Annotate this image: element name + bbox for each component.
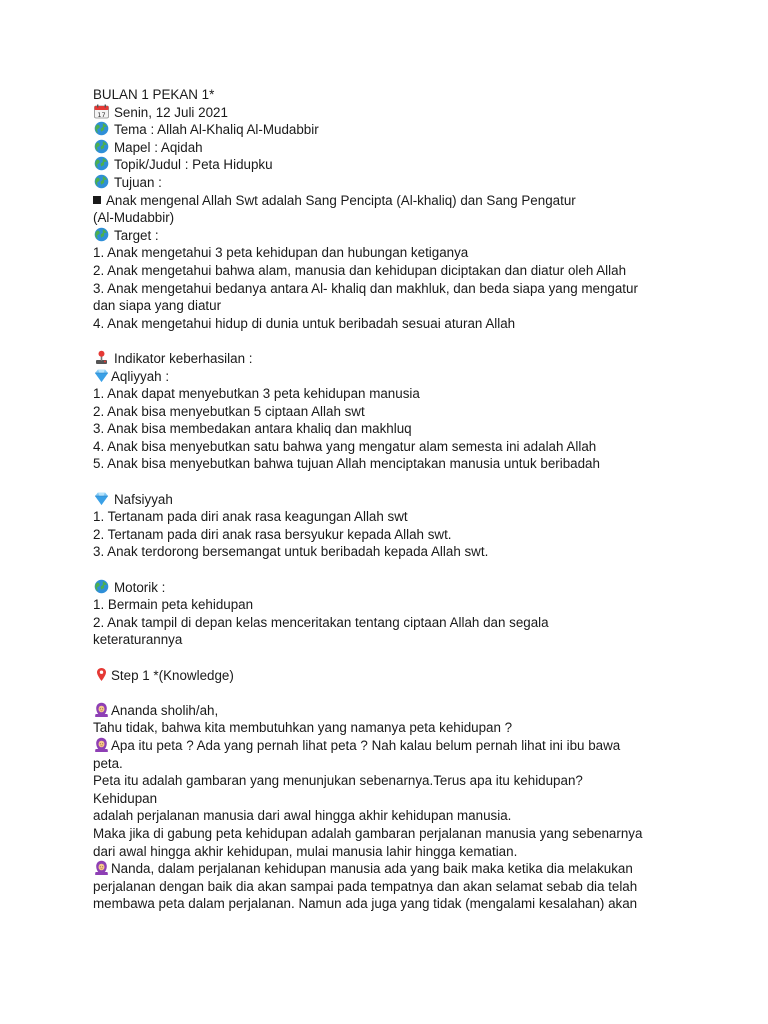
topik-text: Topik/Judul : Peta Hidupku — [114, 157, 273, 173]
p4-text-b: Kehidupan — [93, 790, 158, 806]
spacer — [93, 332, 693, 350]
spacer — [93, 561, 693, 579]
tujuan-text-line — [93, 192, 693, 210]
topik-line — [93, 156, 693, 174]
tema-text: Tema : Allah Al-Khaliq Al-Mudabbir — [114, 122, 319, 138]
nafsiyyah-item-3: 3. Anak terdorong bersemangat untuk beribadah kepada Allah swt. — [93, 544, 489, 560]
woman-headscarf-icon — [93, 860, 110, 875]
nafsiyyah-item-2: 2. Tertanam pada diri anak rasa bersyukur kepada Allah swt. — [93, 526, 452, 542]
target-item-4: 4. Anak mengetahui hidup di dunia untuk beribadah sesuai aturan Allah — [93, 315, 516, 331]
target-item-2: 2. Anak mengetahui bahwa alam, manusia dan kehidupan diciptakan dan diatur oleh Allah — [93, 262, 627, 278]
step1-line — [93, 667, 693, 685]
p7-line — [93, 860, 693, 878]
indikator-label: Indikator keberhasilan : — [114, 350, 253, 366]
nafsiyyah-line — [93, 491, 693, 509]
p4-text-a: Peta itu adalah gambaran yang menunjukan sebenarnya.Terus apa itu kehidupan? — [93, 773, 583, 789]
woman-headscarf-icon — [93, 702, 110, 717]
tujuan-text-2: (Al-Mudabbir) — [93, 210, 175, 226]
spacer — [93, 684, 693, 702]
p7-text-a: Nanda, dalam perjalanan kehidupan manusia ada yang baik maka ketika dia melakukan — [111, 861, 633, 877]
tujuan-line — [93, 174, 693, 192]
tujuan-label: Tujuan : — [114, 174, 162, 190]
p6-text-b: dari awal hingga akhir kehidupan, mulai manusia lahir hingga kematian. — [93, 843, 518, 859]
svg-text:17: 17 — [97, 110, 106, 119]
p1-line — [93, 702, 693, 720]
p6-text-a: Maka jika di gabung peta kehidupan adalah gambaran perjalanan manusia yang sebenarnya — [93, 825, 643, 841]
aqliyyah-line — [93, 368, 693, 386]
p7-text-c: membawa peta dalam perjalanan. Namun ada juga yang tidak (mengalami kesalahan) akan — [93, 896, 638, 912]
aqliyyah-item-1: 1. Anak dapat menyebutkan 3 peta kehidupan manusia — [93, 386, 420, 402]
globe-icon — [93, 139, 110, 154]
spacer — [93, 649, 693, 667]
motorik-line — [93, 579, 693, 597]
aqliyyah-item-5: 5. Anak bisa menyebutkan bahwa tujuan Allah menciptakan manusia untuk beribadah — [93, 456, 600, 472]
globe-icon — [93, 174, 110, 189]
target-item-3b: dan siapa yang diatur — [93, 298, 222, 314]
target-item-3a: 3. Anak mengetahui bedanya antara Al- khaliq dan makhluk, dan beda siapa yang mengatur — [93, 280, 638, 296]
mapel-line — [93, 139, 693, 157]
mapel-text: Mapel : Aqidah — [114, 139, 203, 155]
target-item-1: 1. Anak mengetahui 3 peta kehidupan dan hubungan ketiganya — [93, 245, 469, 261]
square-bullet-icon — [93, 196, 101, 204]
motorik-item-2b: keteraturannya — [93, 632, 183, 648]
p7-text-b: perjalanan dengan baik dia akan sampai pada tempatnya dan akan selamat sebab dia telah — [93, 878, 638, 894]
target-label: Target : — [114, 227, 159, 243]
globe-icon — [93, 121, 110, 136]
joystick-icon — [93, 350, 110, 365]
pushpin-icon — [93, 667, 110, 682]
doc-header: BULAN 1 PEKAN 1* — [93, 87, 215, 102]
aqliyyah-item-4: 4. Anak bisa menyebutkan satu bahwa yang mengatur alam semesta ini adalah Allah — [93, 438, 597, 454]
globe-icon — [93, 579, 110, 594]
globe-icon — [93, 227, 110, 242]
motorik-label: Motorik : — [114, 579, 166, 595]
gem-icon — [93, 368, 110, 383]
p3-line — [93, 737, 693, 755]
p1-text: Ananda sholih/ah, — [111, 702, 219, 718]
tema-line — [93, 121, 693, 139]
spacer — [93, 473, 693, 491]
gem-icon — [93, 491, 110, 506]
nafsiyyah-item-1: 1. Tertanam pada diri anak rasa keagungan Allah swt — [93, 509, 408, 525]
motorik-item-2a: 2. Anak tampil di depan kelas menceritakan tentang ciptaan Allah dan segala — [93, 614, 549, 630]
motorik-item-1: 1. Bermain peta kehidupan — [93, 597, 254, 613]
woman-headscarf-icon — [93, 737, 110, 752]
p3-text-b: peta. — [93, 755, 123, 771]
indikator-line — [93, 350, 693, 368]
globe-icon — [93, 156, 110, 171]
date-text: Senin, 12 Juli 2021 — [114, 104, 228, 120]
date-line — [93, 104, 693, 122]
step1-text: Step 1 *(Knowledge) — [111, 667, 234, 683]
target-line — [93, 227, 693, 245]
aqliyyah-item-3: 3. Anak bisa membedakan antara khaliq dan makhluq — [93, 421, 412, 437]
p5-text: adalah perjalanan manusia dari awal hingga akhir kehidupan manusia. — [93, 808, 512, 824]
p3-text-a: Apa itu peta ? Ada yang pernah lihat peta ? Nah kalau belum pernah lihat ini ibu bawa — [111, 737, 621, 753]
aqliyyah-item-2: 2. Anak bisa menyebutkan 5 ciptaan Allah swt — [93, 403, 365, 419]
nafsiyyah-label: Nafsiyyah — [114, 491, 173, 507]
document-page — [93, 86, 693, 913]
calendar-icon — [93, 104, 110, 119]
aqliyyah-label: Aqliyyah : — [111, 368, 170, 384]
p2-text: Tahu tidak, bahwa kita membutuhkan yang namanya peta kehidupan ? — [93, 720, 513, 736]
tujuan-text-1: Anak mengenal Allah Swt adalah Sang Pencipta (Al-khaliq) dan Sang Pengatur — [106, 192, 576, 208]
